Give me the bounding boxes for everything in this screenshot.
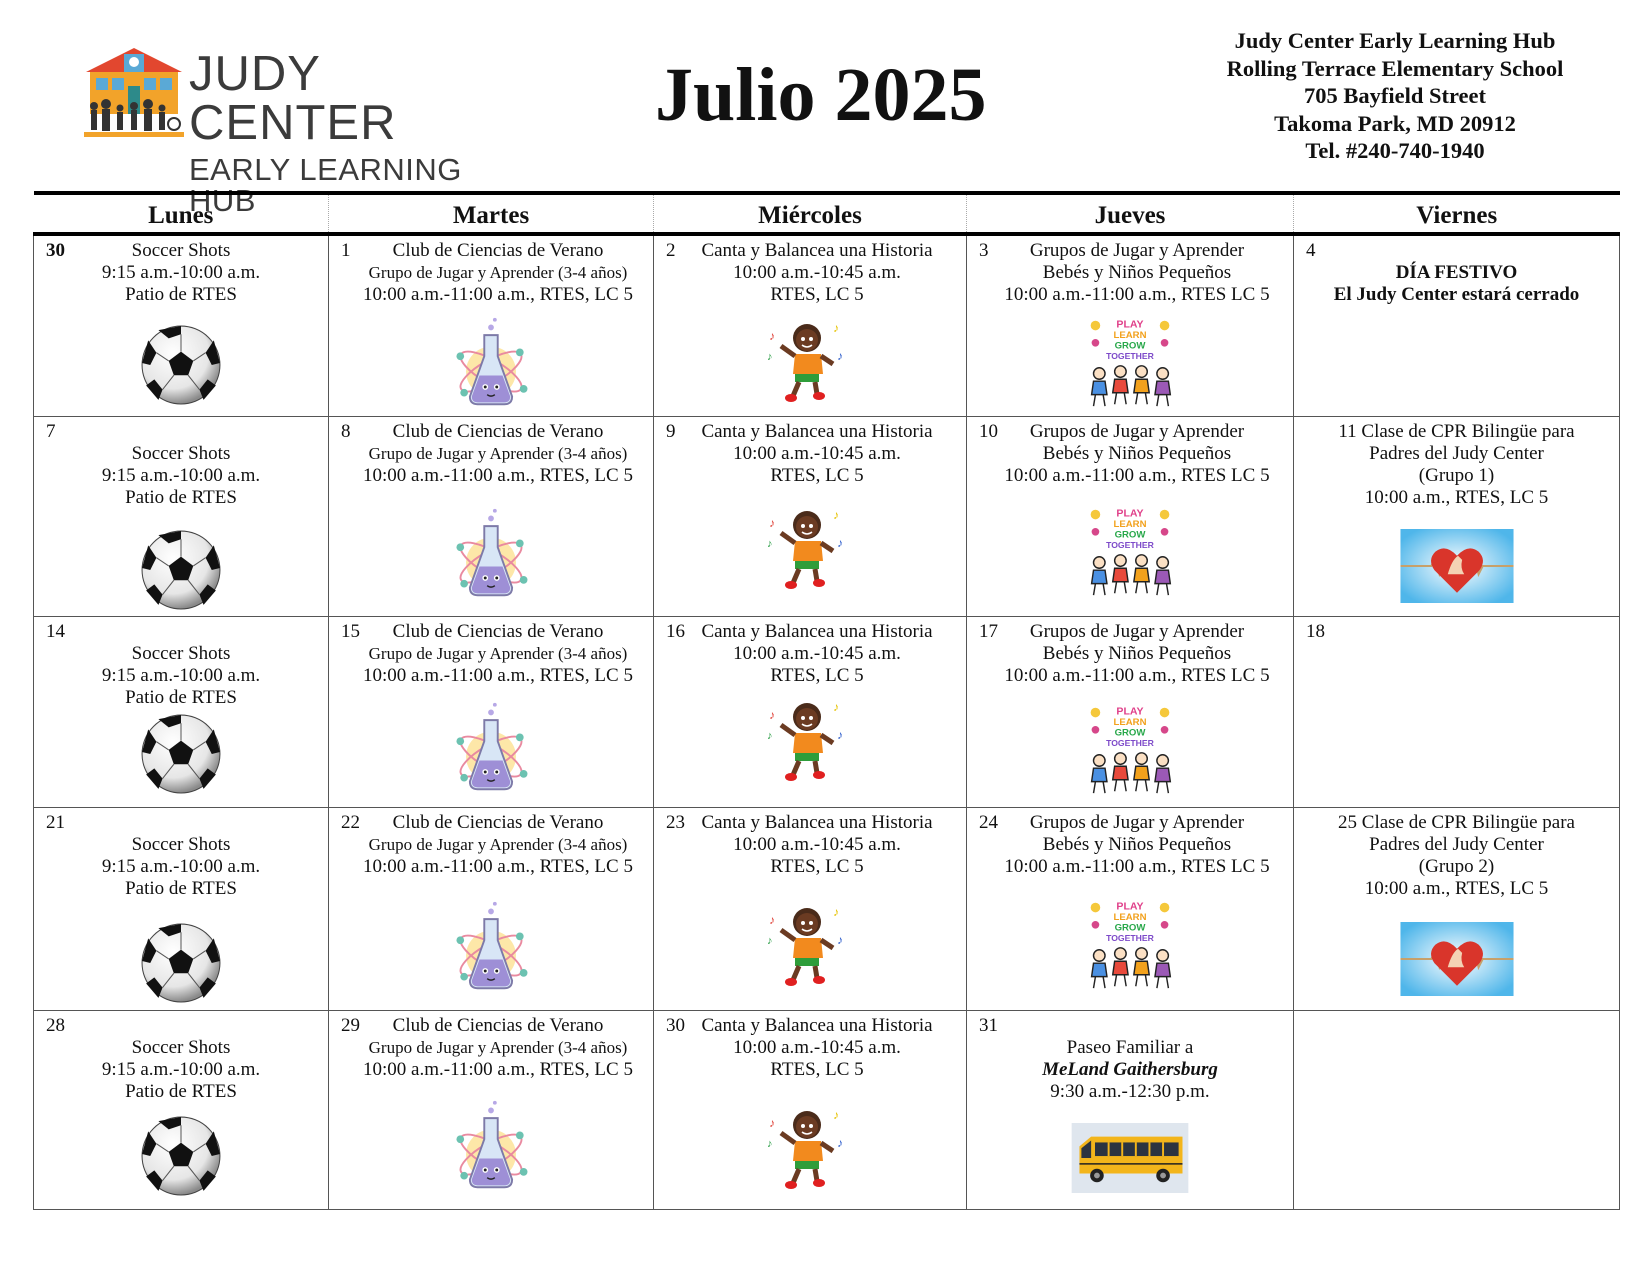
day-cell[interactable] [1294,234,1620,416]
week-row [34,616,1620,807]
event-subtitle: Bebés y Niños Pequeños [1042,642,1232,664]
event-title: Paseo Familiar a [1066,1036,1194,1058]
address-block [1185,27,1605,165]
event-subtitle: Padres del Judy Center [1369,833,1544,855]
logo-title: JUDY CENTER [189,47,397,150]
weekday-thursday: Jueves [967,193,1294,234]
day-number: 24 [979,811,998,833]
day-cell[interactable] [1294,1010,1620,1209]
event-group: Grupo de Jugar y Aprender (3-4 años) [368,443,628,463]
day-cell[interactable] [329,807,654,1010]
dancing-child-icon [765,1103,855,1193]
page-title: Julio 2025 [655,53,987,137]
event-time: 10:00 a.m.-11:00 a.m., RTES LC 5 [1004,855,1270,877]
day-number: 29 [341,1014,360,1036]
event-title: Grupos de Jugar y Aprender [1029,240,1245,261]
event-time: 10:00 a.m.-10:45 a.m. [733,833,901,855]
event-place: RTES, LC 5 [770,284,864,305]
calendar-grid [33,191,1620,1210]
event-time: 10:00 a.m.-11:00 a.m., RTES LC 5 [1004,464,1270,486]
event-time: 10:00 a.m., RTES, LC 5 [1364,877,1549,899]
holiday-title: DÍA FESTIVO [1395,262,1518,283]
event-title: Soccer Shots [131,1036,231,1058]
day-number: 8 [341,420,351,442]
day-cell[interactable] [967,234,1294,416]
event-place: MeLand Gaithersburg [1042,1058,1218,1080]
event-time: 10:00 a.m.-10:45 a.m. [733,642,901,664]
event-group: Grupo de Jugar y Aprender (3-4 años) [368,643,628,663]
event-title: Club de Ciencias de Verano [392,240,604,261]
event-time: 10:00 a.m.-11:00 a.m., RTES, LC 5 [363,664,633,686]
event-place: Patio de RTES [125,877,237,899]
dancing-child-icon [765,316,855,406]
day-number: 23 [666,811,685,833]
day-cell[interactable] [967,416,1294,616]
science-flask-icon [451,699,531,795]
school-building-icon [84,48,184,140]
event-time: 10:00 a.m.-10:45 a.m. [733,442,901,464]
address-city: Takoma Park, MD 20912 [1274,110,1516,136]
event-title: Club de Ciencias de Verano [392,811,604,833]
day-number: 11 [1338,420,1357,442]
event-title: Soccer Shots [131,442,231,464]
weekday-tuesday: Martes [329,193,654,234]
day-cell[interactable] [1294,416,1620,616]
event-subtitle: Bebés y Niños Pequeños [1042,442,1232,464]
soccer-ball-icon [140,713,222,795]
day-number: 15 [341,620,360,642]
event-title: Soccer Shots [131,642,231,664]
dancing-child-icon [765,503,855,593]
day-number: 9 [666,420,676,442]
event-title: Grupos de Jugar y Aprender [1029,811,1245,833]
day-cell[interactable] [34,234,329,416]
day-cell[interactable] [34,416,329,616]
event-place: RTES, LC 5 [770,664,864,686]
play-learn-grow-icon [1082,503,1178,599]
event-title: Club de Ciencias de Verano [392,420,604,442]
event-place: RTES, LC 5 [770,464,864,486]
event-subtitle: Padres del Judy Center [1369,442,1544,464]
event-time: 10:00 a.m.-11:00 a.m., RTES LC 5 [1004,664,1270,686]
day-cell[interactable] [654,234,967,416]
event-title: Club de Ciencias de Verano [392,1014,604,1036]
day-cell[interactable] [654,1010,967,1209]
day-cell[interactable] [329,234,654,416]
event-title: Canta y Balancea una Historia [701,620,933,642]
soccer-ball-icon [140,324,222,406]
weekday-header [34,193,1620,234]
day-number: 17 [979,620,998,642]
week-row [34,1010,1620,1209]
day-cell[interactable] [967,616,1294,807]
event-time: 10:00 a.m.-11:00 a.m., RTES LC 5 [1004,284,1270,305]
event-title: 11 Clase de CPR Bilingüe para [1338,420,1575,442]
holiday-note: El Judy Center estará cerrado [1333,284,1580,305]
event-time: 10:00 a.m.-11:00 a.m., RTES, LC 5 [363,284,633,305]
day-cell[interactable] [329,1010,654,1209]
weekday-wednesday: Miércoles [654,193,967,234]
day-cell[interactable] [654,416,967,616]
event-place: RTES, LC 5 [770,1058,864,1080]
event-time: 9:15 a.m.-10:00 a.m. [101,262,261,283]
address-org: Judy Center Early Learning Hub [1234,28,1556,53]
day-cell[interactable] [329,416,654,616]
science-flask-icon [451,505,531,601]
day-number: 2 [666,240,676,261]
day-cell[interactable] [967,1010,1294,1209]
event-group: (Grupo 1) [1418,464,1495,486]
event-group: Grupo de Jugar y Aprender (3-4 años) [368,1037,628,1057]
event-title: Soccer Shots [131,833,231,855]
cpr-heart-icon [1400,529,1514,603]
event-title: 25 Clase de CPR Bilingüe para [1338,811,1575,833]
soccer-ball-icon [140,529,222,611]
event-title: Canta y Balancea una Historia [701,420,933,442]
event-place: Patio de RTES [125,284,237,305]
event-time: 10:00 a.m.-11:00 a.m., RTES, LC 5 [363,855,633,877]
play-learn-grow-icon [1082,701,1178,797]
event-group: Grupo de Jugar y Aprender (3-4 años) [368,834,628,854]
science-flask-icon [451,898,531,994]
event-time: 9:15 a.m.-10:00 a.m. [101,855,261,877]
day-number: 10 [979,420,998,442]
day-number: 21 [46,811,65,833]
event-group: Grupo de Jugar y Aprender (3-4 años) [368,263,628,282]
event-place: Patio de RTES [125,1080,237,1102]
weekday-monday: Lunes [34,193,329,234]
dancing-child-icon [765,900,855,990]
weekday-friday: Viernes [1294,193,1620,234]
day-number: 31 [979,1014,998,1036]
day-number: 18 [1306,620,1325,642]
event-time: 9:15 a.m.-10:00 a.m. [101,664,261,686]
week-row [34,416,1620,616]
event-place: Patio de RTES [125,686,237,708]
day-cell[interactable] [654,616,967,807]
cpr-heart-icon [1400,922,1514,996]
day-number: 1 [341,240,351,261]
event-title: Canta y Balancea una Historia [701,811,933,833]
event-title: Club de Ciencias de Verano [392,620,604,642]
dancing-child-icon [765,695,855,785]
event-subtitle: Bebés y Niños Pequeños [1042,262,1232,283]
soccer-ball-icon [140,922,222,1004]
day-number: 22 [341,811,360,833]
event-time: 10:00 a.m., RTES, LC 5 [1364,486,1549,508]
event-title: Grupos de Jugar y Aprender [1029,620,1245,642]
event-time: 9:15 a.m.-10:00 a.m. [101,464,261,486]
week-row [34,234,1620,416]
event-title: Grupos de Jugar y Aprender [1029,420,1245,442]
play-learn-grow-icon [1082,896,1178,992]
day-cell[interactable] [34,616,329,807]
event-subtitle: Bebés y Niños Pequeños [1042,833,1232,855]
event-place: Patio de RTES [125,486,237,508]
event-time: 10:00 a.m.-10:45 a.m. [733,1036,901,1058]
day-number: 3 [979,240,989,261]
day-cell[interactable] [654,807,967,1010]
day-number: 4 [1306,240,1316,261]
day-number: 30 [666,1014,685,1036]
week-row [34,807,1620,1010]
event-time: 10:00 a.m.-10:45 a.m. [733,262,901,283]
day-cell[interactable] [34,807,329,1010]
address-phone: Tel. #240-740-1940 [1305,138,1485,163]
event-time: 9:15 a.m.-10:00 a.m. [101,1058,261,1080]
science-flask-icon [451,314,531,410]
day-number: 25 [1338,811,1358,833]
day-number: 28 [46,1014,65,1036]
event-time: 10:00 a.m.-11:00 a.m., RTES, LC 5 [363,464,633,486]
event-title: Canta y Balancea una Historia [701,240,933,261]
event-group: (Grupo 2) [1418,855,1495,877]
day-cell[interactable] [34,1010,329,1209]
day-cell[interactable] [967,807,1294,1010]
day-number: 30 [46,240,65,261]
logo-subtitle: EARLY LEARNING HUB [189,152,462,218]
event-time: 9:30 a.m.-12:30 p.m. [1050,1080,1210,1102]
day-cell[interactable] [1294,616,1620,807]
day-number: 7 [46,420,56,442]
event-place: RTES, LC 5 [770,855,864,877]
day-cell[interactable] [1294,807,1620,1010]
science-flask-icon [451,1097,531,1193]
address-school: Rolling Terrace Elementary School [1226,55,1564,81]
event-title: Soccer Shots [131,240,231,261]
school-bus-icon [1071,1123,1189,1193]
event-time: 10:00 a.m.-11:00 a.m., RTES, LC 5 [363,1058,633,1080]
event-title: Canta y Balancea una Historia [701,1014,933,1036]
day-number: 16 [666,620,685,642]
soccer-ball-icon [140,1115,222,1197]
play-learn-grow-icon [1082,314,1178,410]
day-cell[interactable] [329,616,654,807]
day-number: 14 [46,620,65,642]
address-street: 705 Bayfield Street [1303,83,1487,108]
